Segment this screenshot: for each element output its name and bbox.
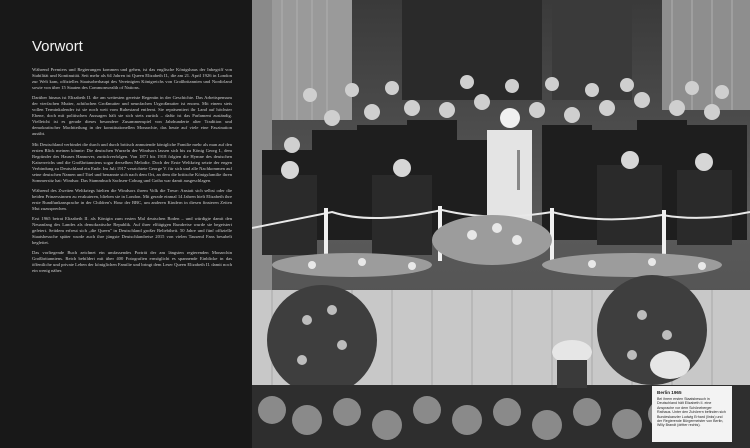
photo-caption [652, 386, 732, 442]
caption-title: Berlin 1965 [657, 390, 682, 395]
page-title: Vorwort [32, 38, 83, 55]
photo-illustration [252, 0, 750, 448]
body-paragraph: Darüber hinaus ist Elizabeth II. die am weitesten gereiste Regentin in der Geschichte. Das Arbeitspensum der vierfachen Mutter, achtfachen Großmutter und neunfachen Urgroßmutter ist enorm. Mit einem stets vollen Terminkalender ist sie noch weit vom Ruhestand entfernt. Sie repräsentiert ihr Land auf höchster Ebene, doch mit politischen Aussagen hält sie sich stets zurück – dafür ist das Parlament zuständig. Vielleicht ist es gerade dieses besondere Zusammenspiel von Jahrhunderte alter Tradition und demokratischer Machtteilung in der konstitutionellen Monarchie, das heute auf viele eine Faszination ausübt. [32, 95, 232, 137]
body-paragraph: Erst 1965 betrat Elizabeth II. als Königin zum ersten Mal deutschen Boden – und würdigte damit den Neuanfang des Landes als demokratische Republik. Auf ihrer elftägigen Rundreise wurde sie begeistert gefeiert. Seitdem erfreut sich „die Queen" in Deutschland großer Beliebtheit. 50 Jahre und fünf offizielle Staatsbesuche später wurde auch ihre jüngste Deutschlandreise 2015 von vielen Tausend Fans besubelt begleitet. [32, 216, 232, 246]
caption-text: Bei ihrem ersten Staatsbesuch in Deutschland hält Elizabeth II. eine Ansprache vor dem Schöneberger Rathaus. Unter den Zuhörern befinden sich Bundeskanzler Ludwig Erhard (links) und der Regierende Bürgermeister von Berlin, Willy Brandt (dritter rechts). [657, 397, 726, 428]
foreword-column [0, 0, 250, 448]
body-paragraph: Während Premiers und Regierungen kommen und gehen, ist das englische Königshaus der Inbegriff von Stabilität und Kontinuität. Seit mehr als 64 Jahren ist Queen Elizabeth II., die am 21. April 1926 in London zur Welt kam, offizielles Staatsoberhaupt des Vereinigten Königreichs von Großbritannien und Nordirland sowie von über 15 Staaten des Commonwealth of Nations. [32, 67, 232, 90]
body-paragraph: Mit Deutschland verbindet die durch und durch britisch anmutende königliche Familie mehr als man auf den ersten Blick meinen könnte: Die deutschen Wurzeln der Windsors lassen sich bis zu König Georg I., dem Begründer des Hauses Hannover, zurückverfolgen. Von 1871 bis 1918 folgten die Hymne des deutschen Kaiserreichs und die Großbritanniens sogar derselben Melodie. Doch der Erste Weltkrieg setzte der engen Verbindung zu Deutschland ein Ende. Im Juli 1917 verzichtete George V. für sich und alle Nachkommen auf seine deutschen Namen und Titel und benannte sich nach dem Ort, an dem die britische Königsfamilie ihren Sommersitz hat: Windsor. Das Stammbuch Sachsen-Coburg und Gotha war damit ausgeschlagen. [32, 141, 232, 183]
historic-photo [252, 0, 750, 448]
body-paragraph: Während des Zweiten Weltkriegs hielten die Windsors ihrem Volk die Treue: Anstatt sich selbst oder die beiden Prinzessinnen zu evakuieren, blieben sie in London. Mit gerade einmal 14 Jahren hielt Elizabeth ihre erste Rundfunkansprache in der Children's Hour der BBC, um anderen Kindern in diesen finsteren Zeiten Mut zuzusprechen. [32, 187, 232, 211]
body-paragraph: Das vorliegende Buch zeichnet ein umfassendes Porträt der am längsten regierenden Monarchin Großbritanniens. Reich bebildert mit über 400 Fotografien ermöglicht es spannende Einblicke in das öffentliche und private Leben der königlichen Familie und bringt dem Leser Queen Elizabeth II. damit noch ein wenig näher. [32, 250, 232, 274]
